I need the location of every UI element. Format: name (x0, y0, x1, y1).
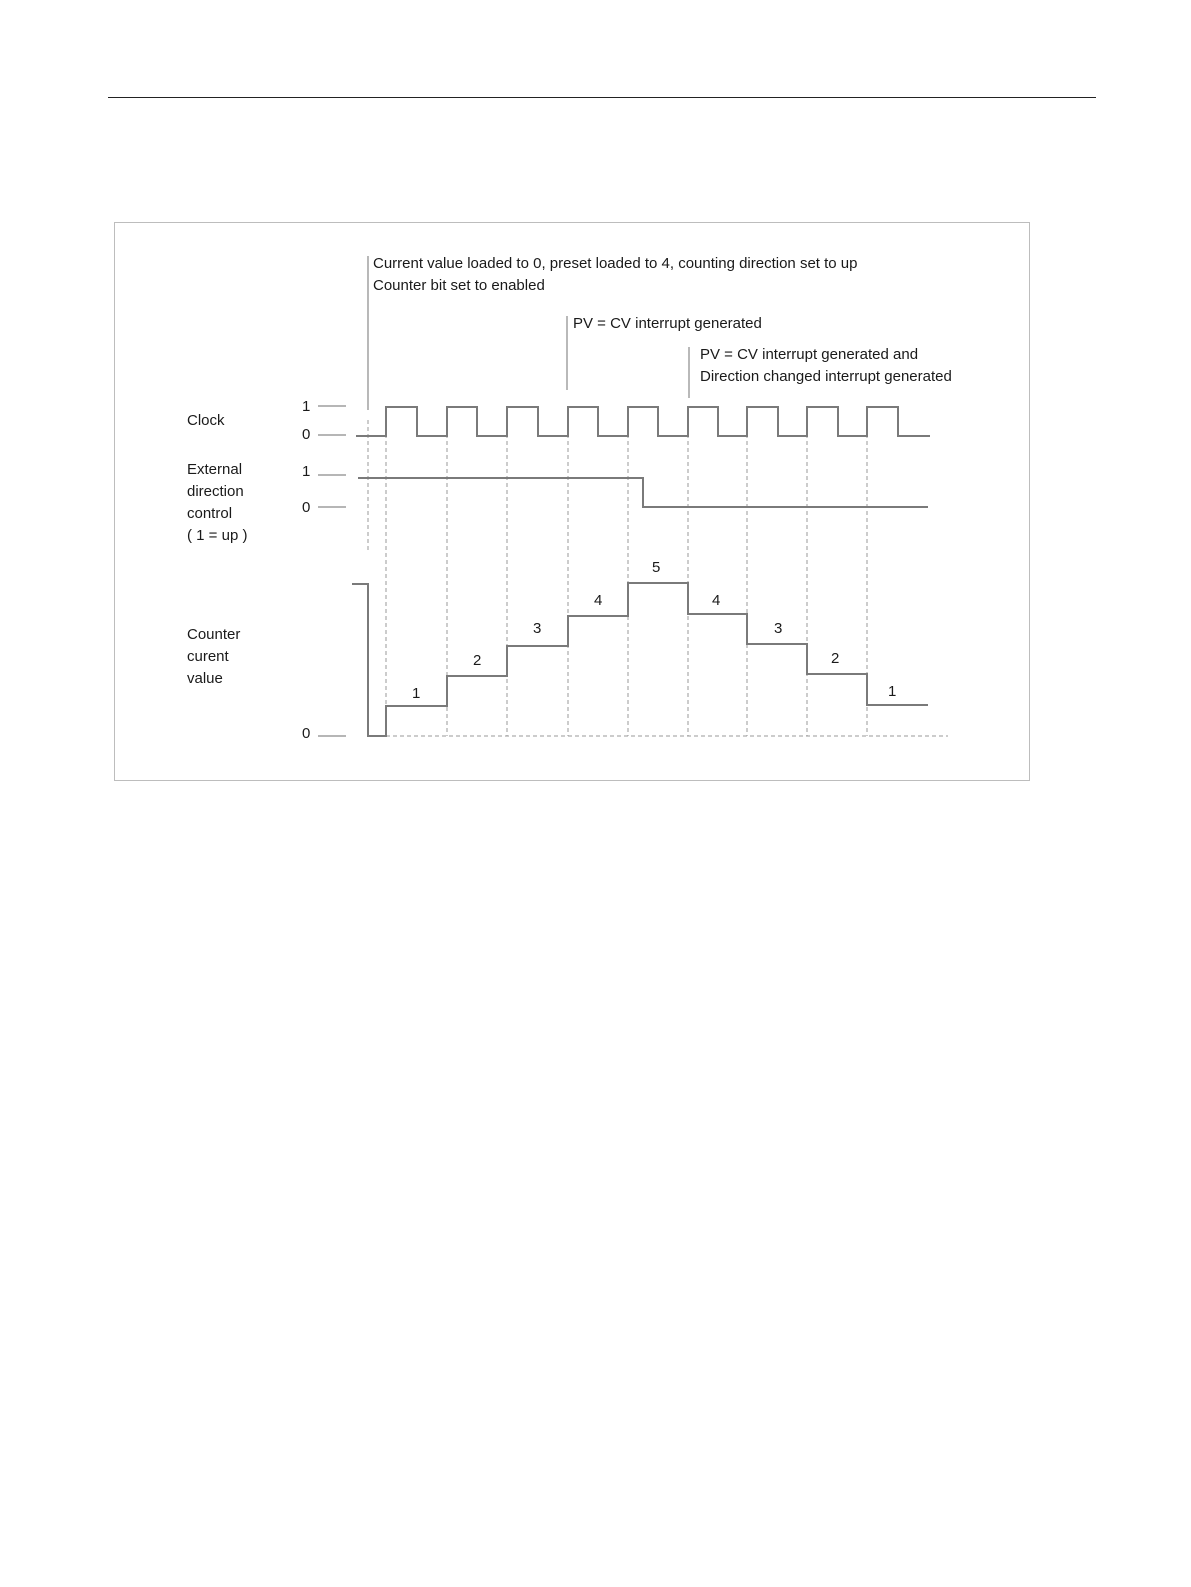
direction-label-line4: ( 1 = up ) (187, 527, 248, 544)
annotation-pv-cv-direction-line2: Direction changed interrupt generated (700, 368, 952, 385)
counter-step-4: 4 (594, 592, 603, 609)
counter-step-6: 4 (712, 592, 721, 609)
counter-step-1: 1 (412, 685, 421, 702)
clock-label: Clock (187, 412, 225, 429)
direction-waveform (358, 478, 928, 507)
clock-low-level: 0 (302, 426, 311, 443)
direction-signal-group (187, 461, 928, 544)
clock-signal-group (187, 398, 930, 443)
clock-waveform (356, 407, 930, 436)
counter-step-3: 3 (533, 620, 542, 637)
counter-label-line1: Counter (187, 626, 241, 643)
counter-step-5: 5 (652, 559, 661, 576)
annotation-pv-cv-text: PV = CV interrupt generated (573, 315, 762, 332)
clock-high-level: 1 (302, 398, 311, 415)
direction-label-line2: direction (187, 483, 244, 500)
annotation-load (368, 255, 857, 410)
direction-label-line1: External (187, 461, 243, 478)
direction-low-level: 0 (302, 499, 311, 516)
counter-signal-group (187, 559, 928, 742)
annotation-load-line1: Current value loaded to 0, preset loaded to 4, counting direction set to up (373, 255, 858, 272)
direction-label-line3: control (187, 505, 233, 522)
counter-label-line2: curent (187, 648, 229, 665)
counter-step-7: 3 (774, 620, 783, 637)
annotation-load-line2: Counter bit set to enabled (373, 277, 545, 294)
annotation-pv-cv-direction-line1: PV = CV interrupt generated and (700, 346, 919, 363)
counter-zero-level: 0 (302, 725, 311, 742)
edge-guides (368, 420, 948, 736)
counter-step-2: 2 (473, 652, 482, 669)
direction-high-level: 1 (302, 463, 311, 480)
counter-step-8: 2 (831, 650, 840, 667)
counter-waveform (352, 583, 928, 736)
counter-step-9: 1 (888, 683, 897, 700)
annotation-pv-cv-direction (689, 346, 952, 398)
counter-label-line3: value (187, 670, 223, 687)
